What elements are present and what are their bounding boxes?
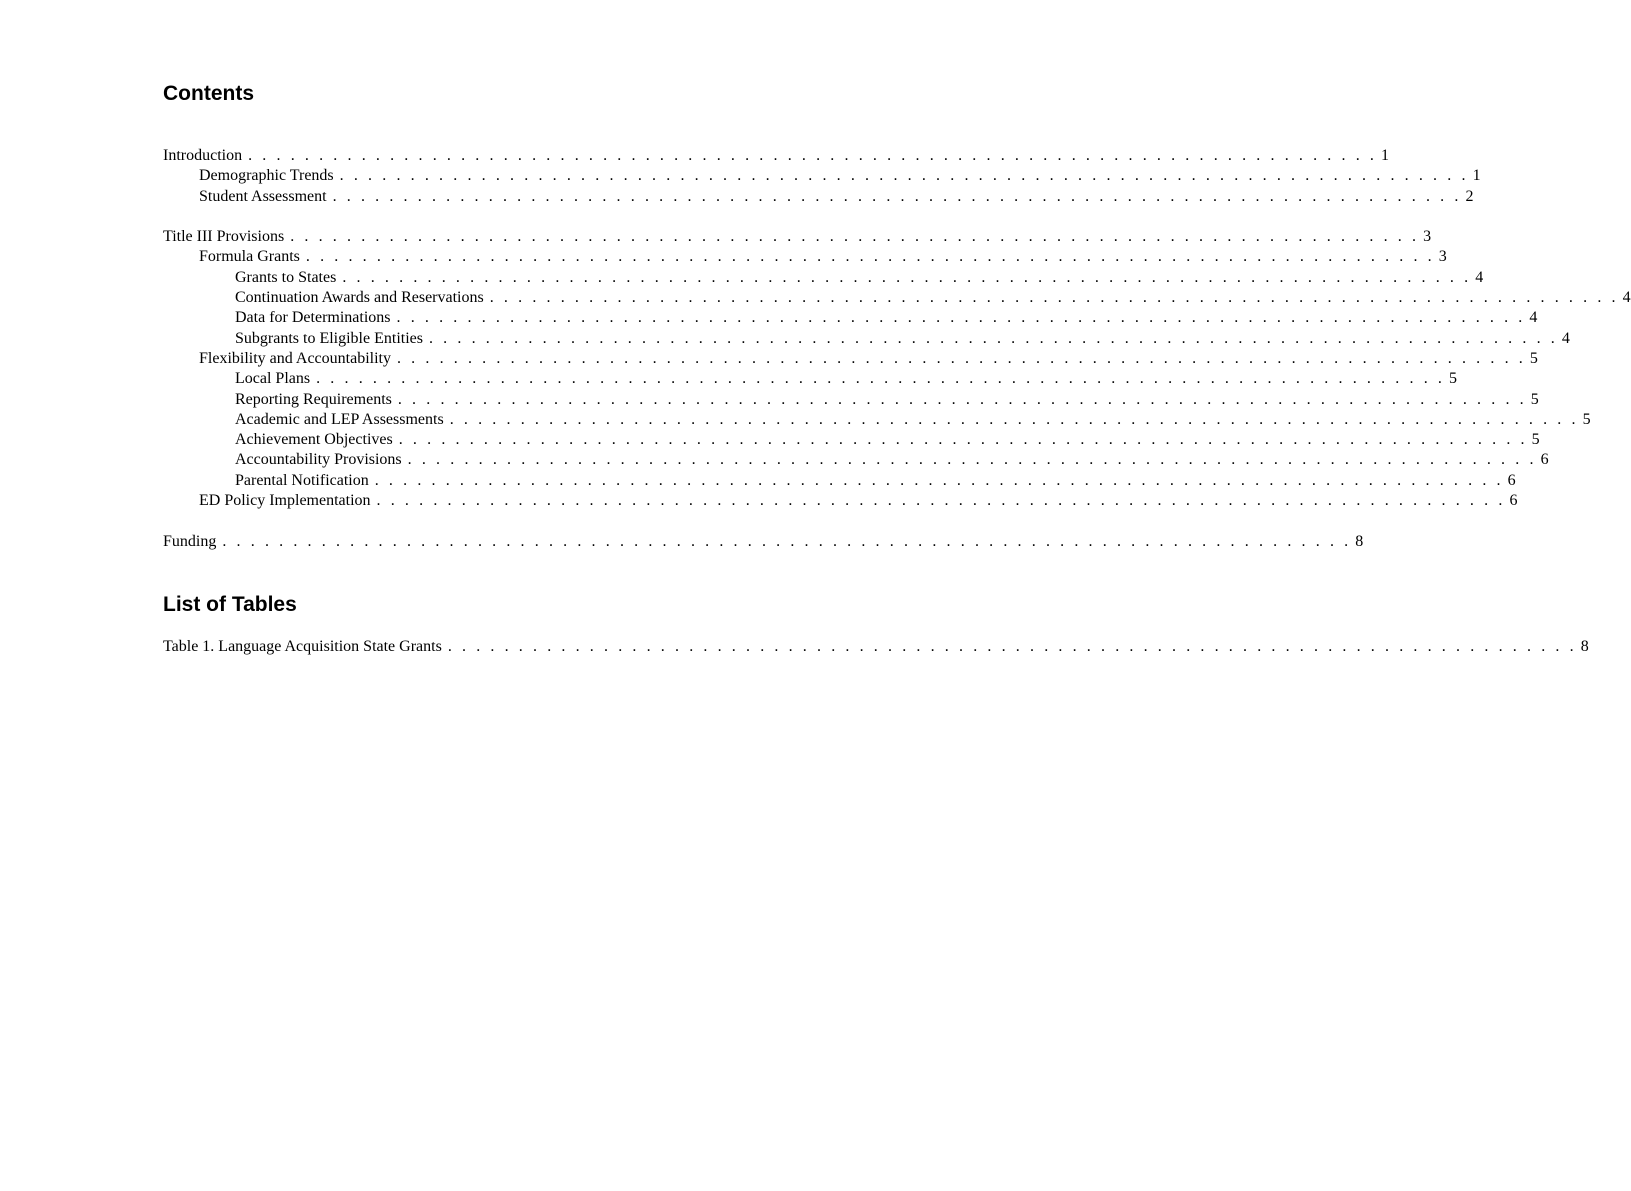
toc-entry-label: Formula Grants: [199, 248, 300, 266]
toc-entry-label: Funding: [163, 532, 217, 550]
toc-entry-label: Grants to States: [235, 268, 337, 286]
toc-entry[interactable]: [163, 471, 1516, 491]
dot-leader: . . . . . . . . . . . . . . . . . . . . . . . . . . . . . . . . . . . . . . . . . . . . . . . . . . . . . . . . . . . . . . . . . . . . . . . . . . . . . . . .: [447, 638, 1577, 655]
toc-entry[interactable]: [163, 532, 1364, 552]
toc-entry-page-number: 5: [1582, 410, 1591, 428]
toc-entry-label: Introduction: [163, 147, 243, 164]
dot-leader: . . . . . . . . . . . . . . . . . . . . . . . . . . . . . . . . . . . . . . . . . . . . . . . . . . . . . . . . . . . . . . . . . . . . . . . . . . . . . . . .: [248, 147, 1377, 164]
toc-entry-label: Table 1. Language Acquisition State Grants: [163, 638, 442, 655]
toc-entry[interactable]: [163, 637, 1589, 657]
dot-leader: . . . . . . . . . . . . . . . . . . . . . . . . . . . . . . . . . . . . . . . . . . . . . . . . . . . . . . . . . . . . . . . . . . . . . . . . . . . . . . . .: [342, 268, 1472, 286]
table-of-contents: [163, 146, 1631, 552]
toc-entry-label: Academic and LEP Assessments: [235, 410, 444, 428]
toc-entry-page-number: 5: [1530, 390, 1539, 408]
toc-entry[interactable]: [163, 430, 1540, 450]
dot-leader: . . . . . . . . . . . . . . . . . . . . . . . . . . . . . . . . . . . . . . . . . . . . . . . . . . . . . . . . . . . . . . . . . . . . . . . . . . . . . . . .: [397, 390, 1527, 408]
toc-entry-label: Flexibility and Accountability: [199, 349, 391, 367]
toc-entry-page-number: 5: [1529, 349, 1538, 367]
contents-heading: Contents: [163, 82, 254, 105]
dot-leader: . . . . . . . . . . . . . . . . . . . . . . . . . . . . . . . . . . . . . . . . . . . . . . . . . . . . . . . . . . . . . . . . . . . . . . . . . . . . . . . .: [396, 309, 1526, 327]
dot-leader: . . . . . . . . . . . . . . . . . . . . . . . . . . . . . . . . . . . . . . . . . . . . . . . . . . . . . . . . . . . . . . . . . . . . . . . . . . . . . . . .: [305, 248, 1435, 266]
toc-entry-page-number: 4: [1561, 329, 1570, 347]
toc-entry-page-number: 3: [1423, 228, 1432, 246]
toc-entry[interactable]: [163, 146, 1389, 166]
dot-leader: . . . . . . . . . . . . . . . . . . . . . . . . . . . . . . . . . . . . . . . . . . . . . . . . . . . . . . . . . . . . . . . . . . . . . . . . . . . . . . . .: [316, 370, 1445, 388]
toc-entry-page-number: 6: [1540, 451, 1549, 469]
toc-entry-page-number: 5: [1531, 431, 1540, 449]
toc-entry-page-number: 8: [1580, 638, 1589, 655]
toc-entry[interactable]: [163, 450, 1549, 470]
toc-entry-page-number: 5: [1449, 370, 1457, 388]
dot-leader: . . . . . . . . . . . . . . . . . . . . . . . . . . . . . . . . . . . . . . . . . . . . . . . . . . . . . . . . . . . . . . . . . . . . . . . . . . . . . . . .: [407, 451, 1537, 469]
dot-leader: . . . . . . . . . . . . . . . . . . . . . . . . . . . . . . . . . . . . . . . . . . . . . . . . . . . . . . . . . . . . . . . . . . . . . . . . . . . . . . . .: [339, 167, 1469, 185]
toc-entry-label: Local Plans: [235, 370, 311, 388]
toc-entry[interactable]: [163, 268, 1484, 288]
toc-entry[interactable]: [163, 329, 1570, 349]
dot-leader: . . . . . . . . . . . . . . . . . . . . . . . . . . . . . . . . . . . . . . . . . . . . . . . . . . . . . . . . . . . . . . . . . . . . . . . . . . . . . . . .: [332, 187, 1462, 205]
toc-entry-label: Reporting Requirements: [235, 390, 392, 408]
dot-leader: . . . . . . . . . . . . . . . . . . . . . . . . . . . . . . . . . . . . . . . . . . . . . . . . . . . . . . . . . . . . . . . . . . . . . . . . . . . . . . . .: [428, 329, 1558, 347]
dot-leader: . . . . . . . . . . . . . . . . . . . . . . . . . . . . . . . . . . . . . . . . . . . . . . . . . . . . . . . . . . . . . . . . . . . . . . . . . . . . . . . .: [396, 349, 1526, 367]
toc-entry-page-number: 1: [1472, 167, 1481, 185]
toc-entry[interactable]: [163, 390, 1539, 410]
toc-entry-page-number: 6: [1507, 471, 1516, 489]
toc-entry-page-number: 6: [1509, 492, 1518, 510]
toc-entry-label: Title III Provisions: [163, 228, 285, 246]
toc-entry[interactable]: [163, 187, 1474, 207]
toc-entry-page-number: 3: [1438, 248, 1447, 266]
toc-entry-label: Accountability Provisions: [235, 451, 402, 469]
dot-leader: . . . . . . . . . . . . . . . . . . . . . . . . . . . . . . . . . . . . . . . . . . . . . . . . . . . . . . . . . . . . . . . . . . . . . . . . . . . . . . . .: [374, 471, 1504, 489]
list-of-tables-heading: List of Tables: [163, 593, 297, 616]
dot-leader: . . . . . . . . . . . . . . . . . . . . . . . . . . . . . . . . . . . . . . . . . . . . . . . . . . . . . . . . . . . . . . . . . . . . . . . . . . . . . . . .: [290, 228, 1420, 246]
toc-entry-page-number: 1: [1381, 147, 1389, 164]
toc-entry-label: Parental Notification: [235, 471, 369, 489]
toc-entry[interactable]: [163, 227, 1432, 247]
toc-entry-page-number: 8: [1355, 532, 1364, 550]
toc-entry-label: Data for Determinations: [235, 309, 391, 327]
list-of-tables: [163, 637, 1589, 657]
toc-entry[interactable]: [163, 166, 1481, 186]
toc-entry[interactable]: [163, 247, 1447, 267]
toc-entry-label: Student Assessment: [199, 187, 327, 205]
dot-leader: . . . . . . . . . . . . . . . . . . . . . . . . . . . . . . . . . . . . . . . . . . . . . . . . . . . . . . . . . . . . . . . . . . . . . . . . . . . . . . . .: [376, 492, 1506, 510]
toc-entry-label: ED Policy Implementation: [199, 492, 371, 510]
toc-entry-label: Subgrants to Eligible Entities: [235, 329, 423, 347]
toc-entry[interactable]: [163, 410, 1591, 430]
toc-entry[interactable]: [163, 369, 1457, 389]
toc-entry[interactable]: [163, 491, 1518, 511]
toc-entry-label: Achievement Objectives: [235, 431, 393, 449]
toc-entry-page-number: 2: [1465, 187, 1474, 205]
toc-entry-page-number: 4: [1529, 309, 1538, 327]
toc-entry-page-number: 4: [1622, 289, 1631, 307]
dot-leader: . . . . . . . . . . . . . . . . . . . . . . . . . . . . . . . . . . . . . . . . . . . . . . . . . . . . . . . . . . . . . . . . . . . . . . . . . . . . . . . .: [449, 410, 1579, 428]
dot-leader: . . . . . . . . . . . . . . . . . . . . . . . . . . . . . . . . . . . . . . . . . . . . . . . . . . . . . . . . . . . . . . . . . . . . . . . . . . . . . . . .: [489, 289, 1619, 307]
toc-entry-page-number: 4: [1475, 268, 1484, 286]
toc-entry[interactable]: [163, 308, 1538, 328]
toc-entry-label: Continuation Awards and Reservations: [235, 289, 484, 307]
dot-leader: . . . . . . . . . . . . . . . . . . . . . . . . . . . . . . . . . . . . . . . . . . . . . . . . . . . . . . . . . . . . . . . . . . . . . . . . . . . . . . . .: [222, 532, 1352, 550]
dot-leader: . . . . . . . . . . . . . . . . . . . . . . . . . . . . . . . . . . . . . . . . . . . . . . . . . . . . . . . . . . . . . . . . . . . . . . . . . . . . . . . .: [398, 431, 1528, 449]
toc-entry[interactable]: [163, 288, 1631, 308]
toc-entry-label: Demographic Trends: [199, 167, 334, 185]
toc-entry[interactable]: [163, 349, 1538, 369]
